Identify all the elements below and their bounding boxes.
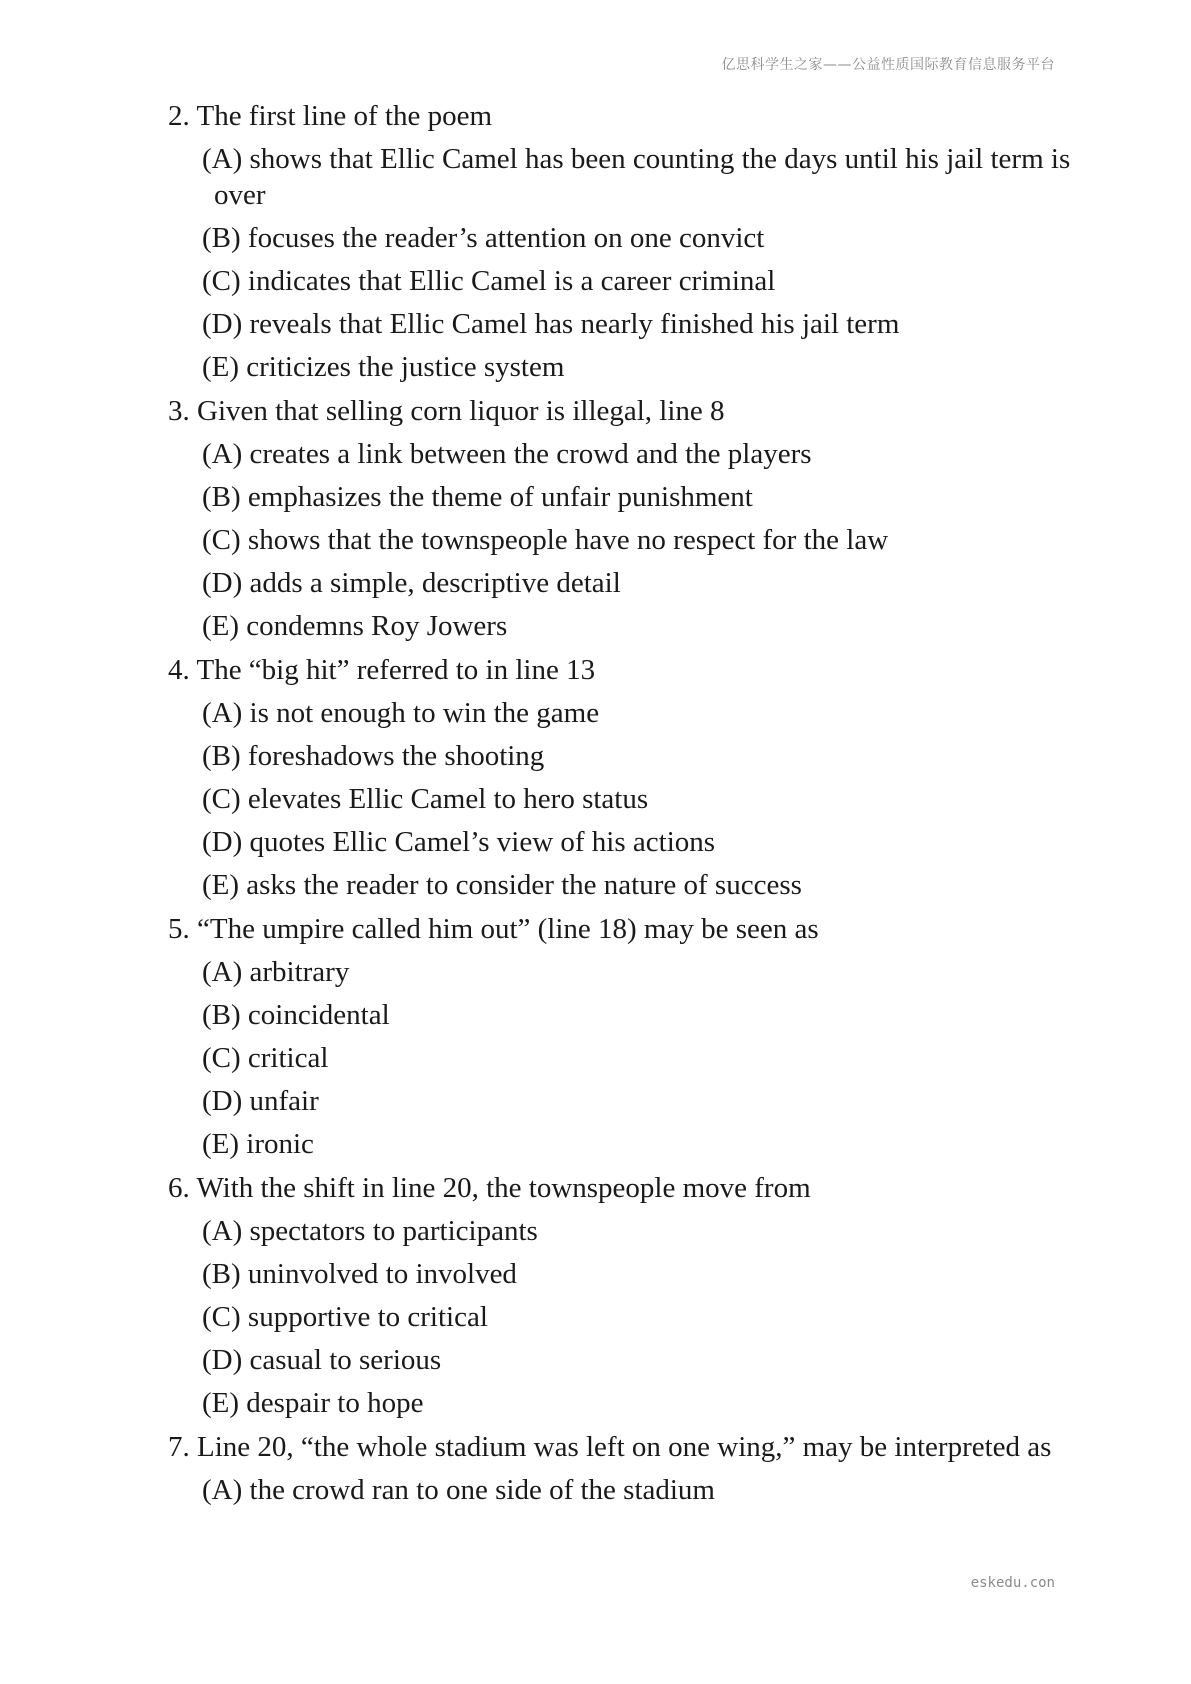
answer-option-e: (E) ironic (202, 1128, 314, 1160)
answer-option-b: (B) coincidental (202, 999, 390, 1031)
answer-option-b: (B) focuses the reader’s attention on one convict (202, 222, 765, 254)
question-7 (168, 1429, 1098, 1508)
answer-option-d: (D) casual to serious (202, 1344, 442, 1376)
answer-option-e: (E) criticizes the justice system (202, 351, 565, 383)
answer-option-d: (D) reveals that Ellic Camel has nearly finished his jail term (202, 308, 900, 340)
question-stem: 7. Line 20, “the whole stadium was left on one wing,” may be interpreted as (168, 1431, 1052, 1463)
answer-option-b: (B) foreshadows the shooting (202, 740, 545, 772)
question-stem: 5. “The umpire called him out” (line 18) may be seen as (168, 913, 819, 945)
page-footer-site: eskedu.con (970, 1575, 1055, 1591)
question-stem: 6. With the shift in line 20, the townspeople move from (168, 1172, 811, 1204)
answer-option-c: (C) supportive to critical (202, 1301, 488, 1333)
question-6 (168, 1170, 1098, 1421)
answer-option-c: (C) shows that the townspeople have no respect for the law (202, 524, 889, 556)
question-stem: 4. The “big hit” referred to in line 13 (168, 654, 596, 686)
answer-option-d: (D) adds a simple, descriptive detail (202, 567, 621, 599)
answer-option-a: (A) is not enough to win the game (202, 697, 600, 729)
answer-option-d: (D) unfair (202, 1085, 319, 1117)
answer-option-b: (B) emphasizes the theme of unfair punishment (202, 481, 753, 513)
question-stem: 2. The first line of the poem (168, 100, 493, 132)
answer-option-a: (A) the crowd ran to one side of the stadium (202, 1474, 715, 1506)
answer-option-e: (E) asks the reader to consider the nature of success (202, 869, 802, 901)
answer-option-a: (A) spectators to participants (202, 1215, 538, 1247)
answer-option-e: (E) despair to hope (202, 1387, 424, 1419)
answer-option-d: (D) quotes Ellic Camel’s view of his actions (202, 826, 716, 858)
answer-option-e: (E) condemns Roy Jowers (202, 610, 508, 642)
answer-option-c: (C) elevates Ellic Camel to hero status (202, 783, 649, 815)
answer-option-c: (C) critical (202, 1042, 329, 1074)
answer-option-a: (A) creates a link between the crowd and the players (202, 438, 812, 470)
page-header-watermark: 亿思科学生之家——公益性质国际教育信息服务平台 (721, 57, 1055, 73)
question-stem: 3. Given that selling corn liquor is illegal, line 8 (168, 395, 725, 427)
answer-option-c: (C) indicates that Ellic Camel is a career criminal (202, 265, 776, 297)
answer-option-b: (B) uninvolved to involved (202, 1258, 517, 1290)
answer-option-a: (A) shows that Ellic Camel has been counting the days until his jail term is over (202, 143, 1071, 211)
question-3 (168, 393, 1098, 644)
question-4 (168, 652, 1098, 903)
question-list (168, 98, 1098, 1516)
answer-option-a: (A) arbitrary (202, 956, 350, 988)
question-2 (168, 98, 1098, 385)
question-5 (168, 911, 1098, 1162)
